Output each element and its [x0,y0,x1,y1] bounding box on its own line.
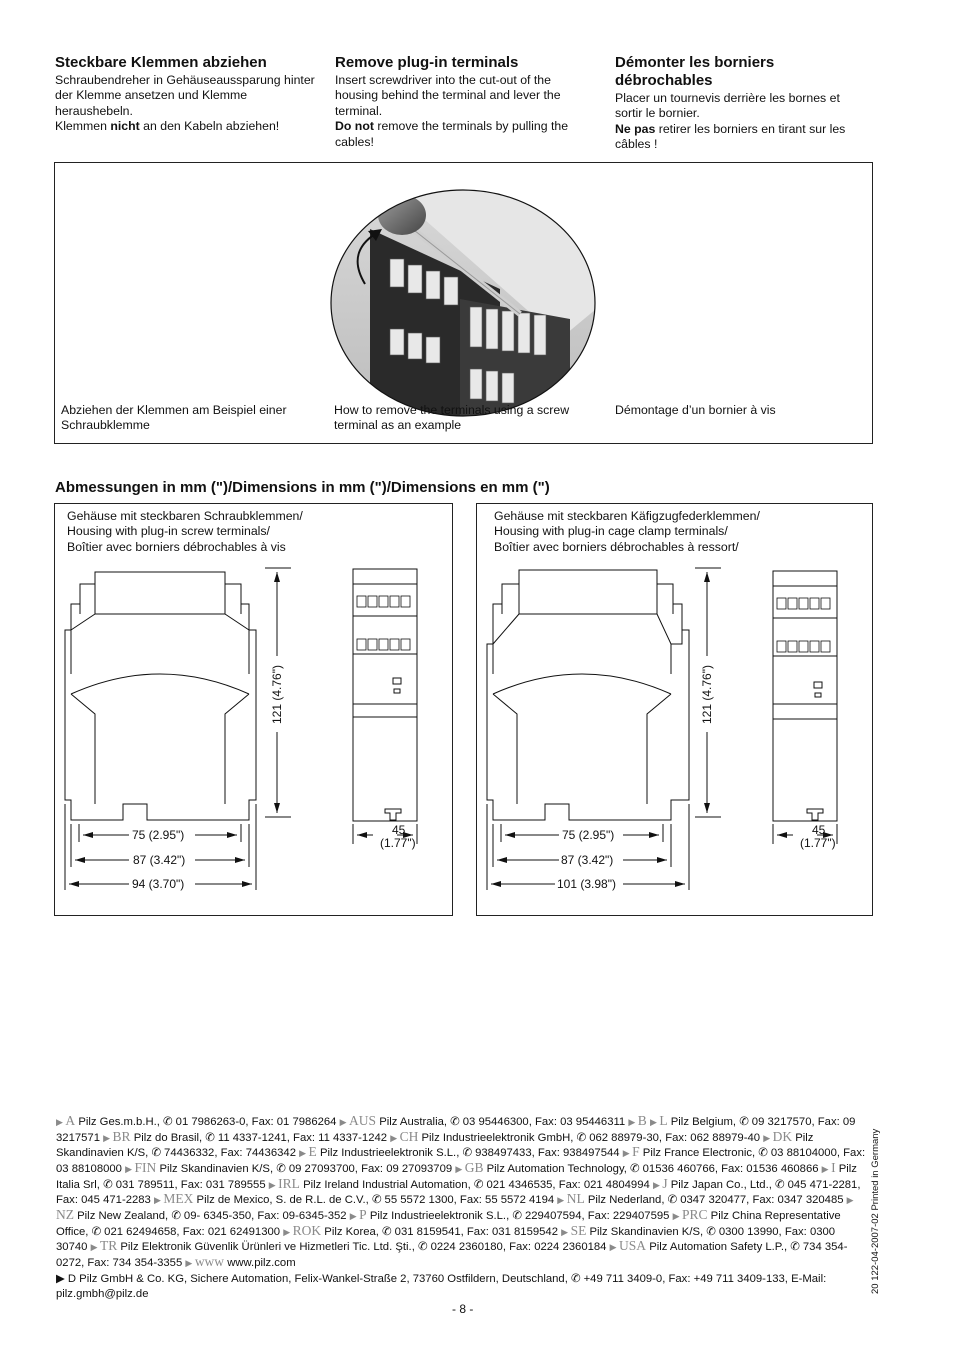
column-en [335,54,581,150]
country-code: NL [566,1191,585,1207]
dim-w87-screw: 87 (3.42") [133,853,186,867]
dim-depth-in-screw: (1.77") [380,836,416,850]
country-code: ROK [292,1222,322,1238]
dimensions-caption-screw: Gehäuse mit steckbaren Schraubklemmen/ Housing with plug-in screw terminals/ Boîtier avec borniers débrochables à vis [67,509,303,554]
column-fr-warning: Ne pas retirer les borniers en tirant sur les câbles ! [615,121,846,152]
triangle-icon: ▶ [299,1148,309,1159]
country-code: USA [619,1238,647,1254]
triangle-icon: ▶ [56,1117,66,1127]
column-de-warning: Klemmen nicht an den Kabeln abziehen! [55,119,280,134]
triangle-icon: ▶ [455,1163,465,1174]
dimension-drawing-cage-clamp [477,504,872,915]
triangle-icon: ▶ [649,1117,660,1127]
triangle-icon: ▶ [561,1226,571,1237]
triangle-icon: ▶ [652,1179,663,1190]
dimension-drawing-screw [55,504,452,915]
column-de [55,54,317,135]
triangle-icon: ▶ [622,1148,633,1159]
contact-text: Pilz Italia Srl, ✆ 031 789511, Fax: 031 789555 [56,1162,857,1191]
triangle-icon: ▶ [339,1117,350,1127]
triangle-icon: ▶ [763,1132,773,1143]
figure-caption-en: How to remove the terminals using a screw terminal as an example [334,403,570,433]
triangle-icon: ▶ [390,1132,400,1143]
country-code: I [831,1159,836,1175]
contact-text: Pilz Skandinavien K/S, ✆ 09 27093700, Fax: 09 27093709 [159,1162,453,1175]
dimensions-title: Abmessungen in mm (")/Dimensions in mm (")/Dimensions en mm (") [55,479,550,496]
dim-height-cage-clamp: 121 (4.76") [700,665,714,724]
contact-text: Pilz Skandinavien K/S, ✆ 0300 13990, Fax: 0300 30740 [56,1225,836,1254]
triangle-icon: ▶ [846,1195,854,1206]
contact-list [56,1114,866,1271]
headquarters-contact [56,1272,866,1302]
headquarters-text: Pilz GmbH & Co. KG, Sichere Automation, Felix-Wankel-Straße 2, 73760 Ostfildern, Deutschland, ✆ +49 711 3409-0, Fax: +49 711 3409-133, E-Mail: pilz.gmbh@pilz.de [56,1273,827,1300]
country-code: A [65,1113,76,1128]
dim-w94-screw: 94 (3.70") [132,877,185,891]
dim-depth-in-cage-clamp: (1.77") [800,836,836,850]
dimensions-box-screw [54,503,453,916]
terminal-removal-photo [330,189,596,417]
country-code: P [359,1206,367,1222]
country-code: FIN [134,1159,157,1175]
country-code: TR [99,1238,118,1254]
terminal-removal-figure-box [54,162,873,444]
figure-caption-de: Abziehen der Klemmen am Beispiel einer Schraubklemme [61,403,287,433]
column-de-text: Schraubendreher in Gehäuseaussparung hinter der Klemme ansetzen und Klemme heraushebeln. [55,73,315,118]
triangle-icon: ▶ [103,1132,113,1143]
triangle-icon: ▶ [283,1226,293,1237]
dimensions-box-cage-clamp [476,503,873,916]
triangle-icon: ▶ [628,1117,638,1127]
contact-text: Pilz Industrieelektronik S.L., ✆ 229407594, Fax: 229407595 [369,1209,670,1222]
triangle-icon: ▶ [268,1179,279,1190]
dimensions-caption-cage-clamp: Gehäuse mit steckbaren Käfigzugfederklemmen/ Housing with plug-in cage clamp terminals/ Boîtier avec borniers débrochables à ressort/ [494,509,760,554]
country-code: SE [570,1222,587,1238]
figure-caption-fr: Démontage d’un bornier à vis [615,403,776,417]
country-code: DK [772,1128,793,1144]
country-code: J [662,1175,668,1191]
triangle-icon: ▶ [56,1273,65,1285]
country-code: GB [464,1159,484,1175]
country-code: PRC [682,1206,708,1222]
dim-w75-screw: 75 (2.95") [132,828,185,842]
contact-text: Pilz Ireland Industrial Automation, ✆ 021 4346535, Fax: 021 4804994 [303,1178,650,1191]
contact-text: Pilz Automation Technology, ✆ 01536 460766, Fax: 01536 460866 [486,1162,819,1175]
contact-text[interactable]: www.pilz.com [227,1256,296,1269]
contact-text: Pilz Industrieelektronik GmbH, ✆ 062 88979-30, Fax: 062 88979-40 [421,1131,761,1144]
country-code: NZ [56,1206,74,1222]
country-code-d: D [67,1273,77,1285]
country-code: L [659,1113,668,1128]
triangle-icon: ▶ [185,1257,195,1268]
column-fr [615,54,865,153]
contact-text: Pilz Japan Co., Ltd., ✆ 045 471-2281, Fax: 045 471-2283 [56,1178,861,1207]
contact-text: Pilz France Electronic, ✆ 03 88104000, Fax: 03 88108000 [56,1147,866,1175]
column-de-title: Steckbare Klemmen abziehen [55,54,267,71]
country-code: B [637,1113,647,1128]
triangle-icon: ▶ [821,1163,832,1174]
triangle-icon: ▶ [349,1210,360,1221]
contact-text: Pilz de Mexico, S. de R.L. de C.V., ✆ 55 5572 1300, Fax: 55 5572 4194 [196,1194,555,1207]
dim-w87-cage-clamp: 87 (3.42") [561,853,614,867]
contact-text: Pilz do Brasil, ✆ 11 4337-1241, Fax: 11 4337-1242 [133,1131,388,1144]
dim-w75-cage-clamp: 75 (2.95") [562,828,615,842]
contact-text: Pilz Elektronik Güvenlik Ürünleri ve Hizmetleri Tic. Ltd. Şti., ✆ 0224 2360180, Fax: 0224 2360184 [120,1241,607,1254]
dim-depth-screw: 45 [392,823,406,837]
contact-text: Pilz China Representative Office, ✆ 021 62494658, Fax: 021 62491300 [56,1209,841,1238]
triangle-icon: ▶ [125,1163,135,1174]
contact-text: Pilz New Zealand, ✆ 09- 6345-350, Fax: 09-6345-352 [77,1209,347,1222]
contact-text: Pilz Automation Safety L.P., ✆ 734 354-0272, Fax: 734 354-3355 [56,1241,848,1269]
country-code: AUS [349,1113,377,1128]
print-info: 20 122-04-2007-02 Printed in Germany [870,1128,881,1294]
column-fr-text: Placer un tournevis derrière les bornes et sortir le bornier. [615,91,840,121]
country-code: www [194,1253,225,1269]
triangle-icon: ▶ [672,1210,682,1221]
country-code: MEX [163,1191,194,1207]
country-code: IRL [278,1175,300,1191]
contact-text: Pilz Australia, ✆ 03 95446300, Fax: 03 95446311 [379,1116,626,1128]
triangle-icon: ▶ [90,1242,100,1253]
country-code: F [632,1144,640,1160]
country-code: E [308,1144,317,1160]
column-fr-title: Démonter les borniers débrochables [615,54,775,89]
column-en-text: Insert screwdriver into the cut-out of the housing behind the terminal and lever the terminal. [335,73,561,118]
contact-text: Pilz Korea, ✆ 031 8159541, Fax: 031 8159542 [324,1225,558,1238]
country-code: CH [399,1128,419,1144]
contact-text: Pilz Nederland, ✆ 0347 320477, Fax: 0347 320485 [587,1194,844,1207]
contact-text: Pilz Belgium, ✆ 09 3217570, Fax: 09 3217571 [56,1116,856,1144]
triangle-icon: ▶ [153,1195,164,1206]
contact-text: Pilz Skandinavien K/S, ✆ 74436332, Fax: 74436342 [56,1131,814,1160]
contact-text: Pilz Ges.m.b.H., ✆ 01 7986263-0, Fax: 01 7986264 [78,1116,337,1128]
dim-depth-cage-clamp: 45 [812,823,826,837]
triangle-icon: ▶ [609,1242,620,1253]
contact-text: Pilz Industrieelektronik S.L., ✆ 938497433, Fax: 938497544 [319,1147,620,1160]
triangle-icon: ▶ [557,1195,567,1206]
dim-height-screw: 121 (4.76") [270,665,284,724]
column-en-warning: Do not remove the terminals by pulling the cables! [335,119,569,149]
dim-w101-cage-clamp: 101 (3.98") [557,877,616,891]
column-en-title: Remove plug-in terminals [335,54,519,71]
country-code: BR [112,1128,131,1144]
page-number: - 8 - [452,1302,474,1316]
